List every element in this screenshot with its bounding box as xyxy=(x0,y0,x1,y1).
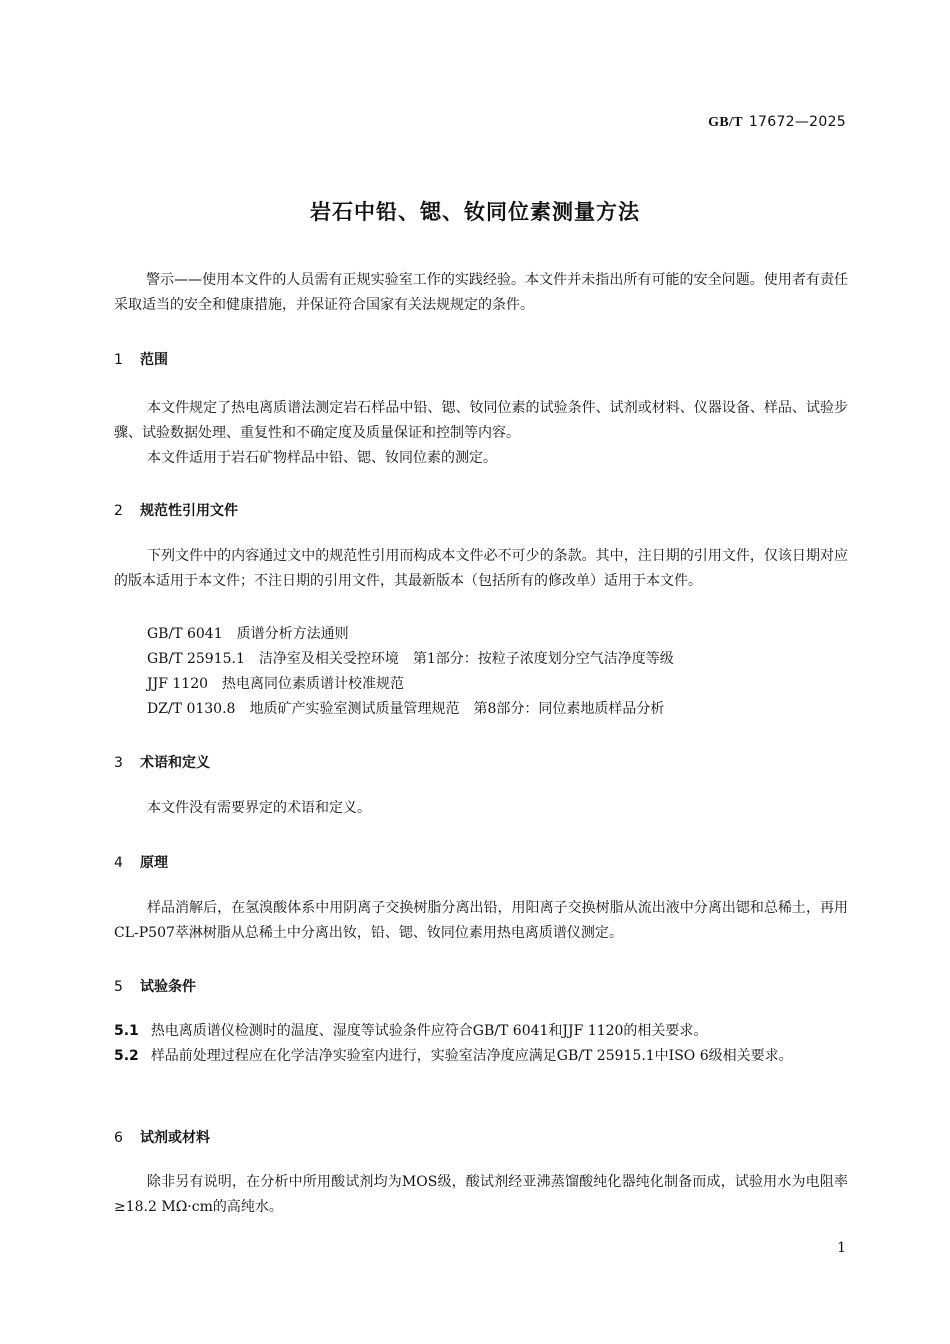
warning-text: 警示——使用本文件的人员需有正规实验室工作的实践经验。本文件并未指出所有可能的安全问题。使用者有责任采取适当的安全和健康措施，并保证符合国家有关法规规定的条件。 xyxy=(114,272,848,313)
standard-number xyxy=(708,114,846,131)
standard-prefix: GB/T xyxy=(708,115,743,130)
clause-5-2: 5.2 样品前处理过程应在化学洁净实验室内进行，实验室洁净度应满足GB/T 25915.1中ISO 6级相关要求。 xyxy=(114,1048,793,1064)
section-heading-2: 2 规范性引用文件 xyxy=(114,503,238,519)
paragraph: 本文件没有需要界定的术语和定义。 xyxy=(147,800,371,816)
standard-code: 17672—2025 xyxy=(748,114,846,130)
warning-block xyxy=(114,268,848,318)
document-title: 岩石中铅、锶、钕同位素测量方法 xyxy=(310,200,640,224)
section-4-body xyxy=(114,896,848,946)
reference-item: GB/T 6041 质谱分析方法通则 xyxy=(147,626,349,642)
section-heading-5: 5 试验条件 xyxy=(114,979,196,995)
page-number: 1 xyxy=(837,1240,846,1256)
reference-item: GB/T 25915.1 洁净室及相关受控环境 第1部分：按粒子浓度划分空气洁净度等级 xyxy=(147,651,674,667)
section-2-body xyxy=(114,544,848,594)
section-heading-4: 4 原理 xyxy=(114,855,168,871)
paragraph: 本文件适用于岩石矿物样品中铅、锶、钕同位素的测定。 xyxy=(147,450,497,466)
reference-item: DZ/T 0130.8 地质矿产实验室测试质量管理规范 第8部分：同位素地质样品分析 xyxy=(147,701,665,717)
section-3-body xyxy=(114,796,848,821)
section-heading-6: 6 试剂或材料 xyxy=(114,1130,210,1146)
reference-item: JJF 1120 热电离同位素质谱计校准规范 xyxy=(147,676,405,692)
paragraph: 除非另有说明，在分析中所用酸试剂均为MOS级，酸试剂经亚沸蒸馏酸纯化器纯化制备而成，试验用水为电阻率≥18.2 MΩ·cm的高纯水。 xyxy=(114,1174,848,1215)
section-heading-1: 1 范围 xyxy=(114,352,168,368)
paragraph: 样品消解后，在氢溴酸体系中用阴离子交换树脂分离出铅，用阳离子交换树脂从流出液中分离出锶和总稀土，再用CL-P507萃淋树脂从总稀土中分离出钕，铅、锶、钕同位素用热电离质谱仪测定。 xyxy=(114,900,848,941)
section-6-body xyxy=(114,1170,848,1220)
section-heading-3: 3 术语和定义 xyxy=(114,755,210,771)
clause-5-1: 5.1 热电离质谱仪检测时的温度、湿度等试验条件应符合GB/T 6041和JJF 1120的相关要求。 xyxy=(114,1023,708,1039)
paragraph: 下列文件中的内容通过文中的规范性引用而构成本文件必不可少的条款。其中，注日期的引用文件，仅该日期对应的版本适用于本文件；不注日期的引用文件，其最新版本（包括所有的修改单）适用于本文件。 xyxy=(114,548,848,589)
section-1-body xyxy=(114,396,848,471)
paragraph: 本文件规定了热电离质谱法测定岩石样品中铅、锶、钕同位素的试验条件、试剂或材料、仪器设备、样品、试验步骤、试验数据处理、重复性和不确定度及质量保证和控制等内容。 xyxy=(114,400,848,441)
